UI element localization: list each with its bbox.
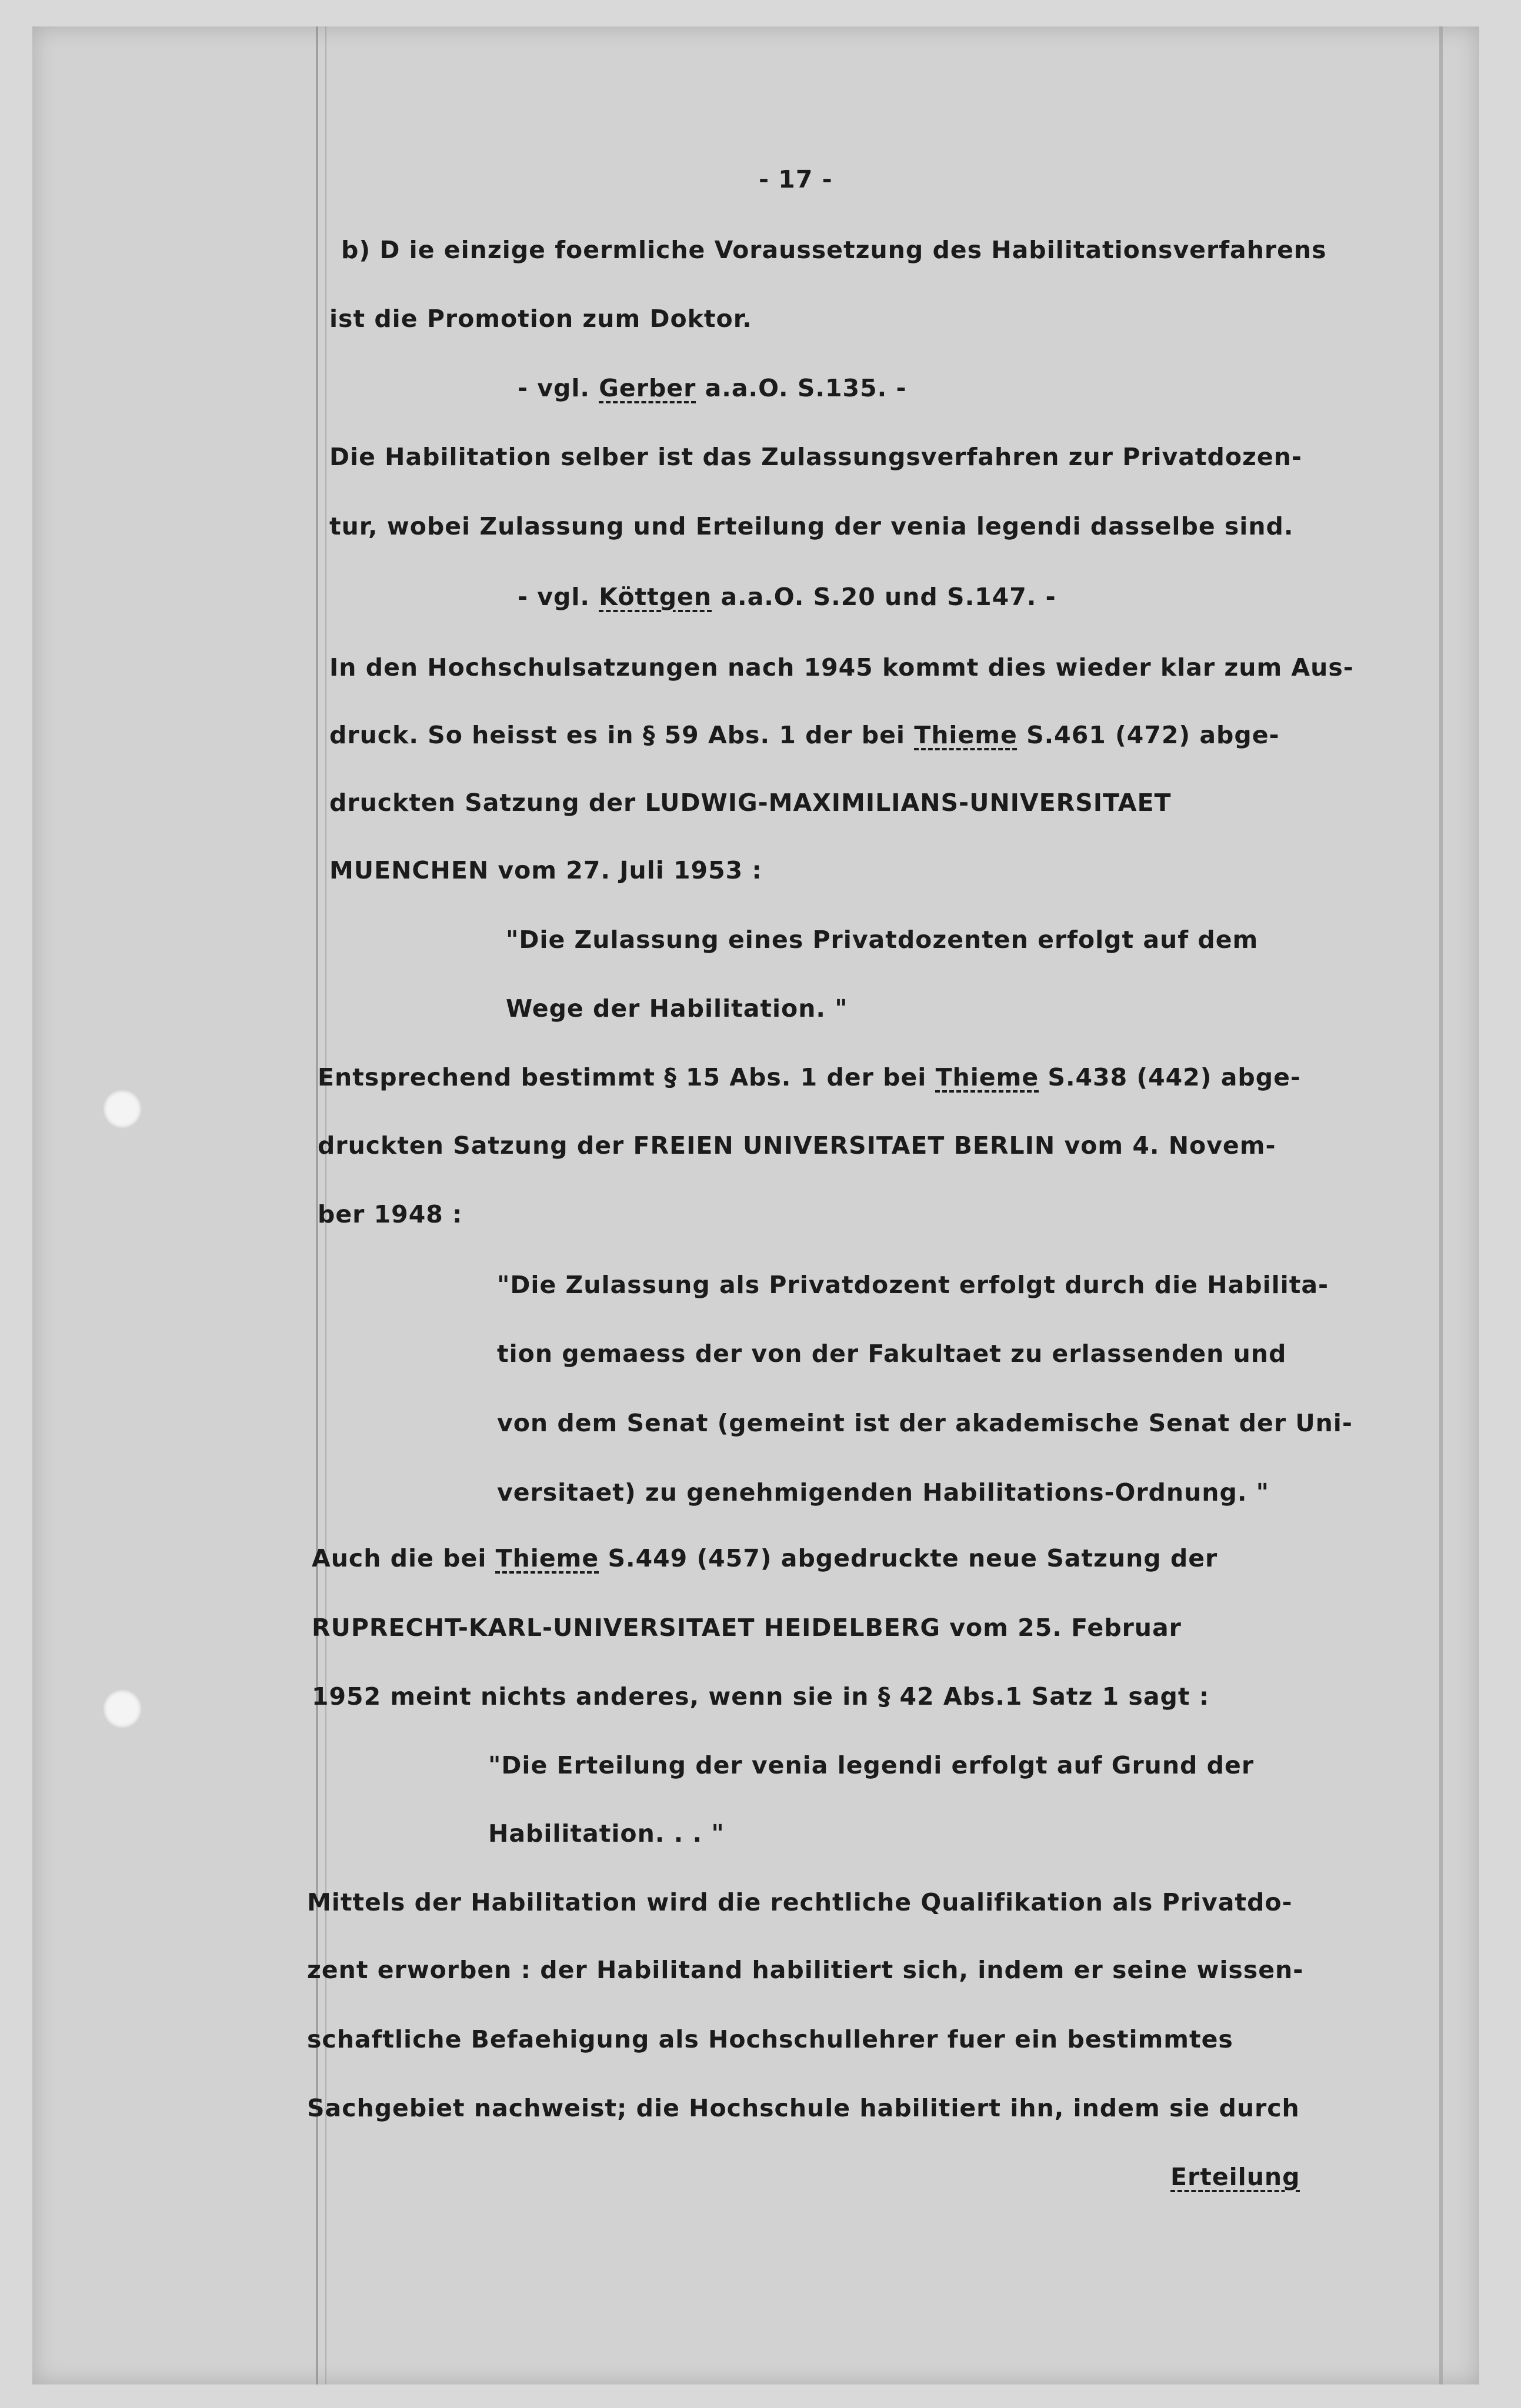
text-line: schaftliche Befaehigung als Hochschullehrer fuer ein bestimmtes bbox=[307, 2025, 1233, 2053]
cited-author: Thieme bbox=[935, 1063, 1039, 1091]
text-segment: S.461 (472) abge- bbox=[1017, 721, 1280, 749]
text-segment: S.449 (457) abgedruckte neue Satzung der bbox=[599, 1544, 1218, 1572]
right-page-edge bbox=[1439, 26, 1443, 2384]
quoted-line: versitaet) zu genehmigenden Habilitations-Ordnung. " bbox=[497, 1478, 1270, 1507]
text-line: In den Hochschulsatzungen nach 1945 kommt dies wieder klar zum Aus- bbox=[329, 653, 1354, 682]
text-segment: Auch die bei bbox=[312, 1544, 496, 1572]
catchword: Erteilung bbox=[1170, 2163, 1300, 2191]
quoted-line: Wege der Habilitation. " bbox=[506, 994, 848, 1023]
cited-author: Gerber bbox=[599, 374, 696, 402]
page-number: - 17 - bbox=[759, 165, 833, 193]
text-segment: druck. So heisst es in § 59 Abs. 1 der bei bbox=[329, 721, 915, 749]
text-line: ber 1948 : bbox=[318, 1200, 463, 1228]
citation-suffix: a.a.O. S.135. - bbox=[696, 374, 907, 402]
quoted-line: Habilitation. . . " bbox=[488, 1819, 725, 1848]
quoted-line: von dem Senat (gemeint ist der akademische Senat der Uni- bbox=[497, 1409, 1353, 1437]
citation-suffix: a.a.O. S.20 und S.147. - bbox=[712, 583, 1056, 611]
quoted-line: "Die Zulassung eines Privatdozenten erfolgt auf dem bbox=[506, 926, 1259, 954]
text-line: druckten Satzung der LUDWIG-MAXIMILIANS-UNIVERSITAET bbox=[329, 789, 1172, 817]
quoted-line: "Die Erteilung der venia legendi erfolgt auf Grund der bbox=[488, 1751, 1255, 1779]
cited-author: Thieme bbox=[914, 721, 1018, 749]
text-segment: Entsprechend bestimmt § 15 Abs. 1 der bei bbox=[318, 1063, 936, 1091]
text-line: MUENCHEN vom 27. Juli 1953 : bbox=[329, 856, 762, 884]
text-line: Mittels der Habilitation wird die rechtliche Qualifikation als Privatdo- bbox=[307, 1888, 1293, 1916]
text-line: RUPRECHT-KARL-UNIVERSITAET HEIDELBERG vom 25. Februar bbox=[312, 1614, 1182, 1642]
text-line bbox=[318, 1063, 1301, 1091]
cited-author: Köttgen bbox=[599, 583, 712, 611]
text-line: Die Habilitation selber ist das Zulassungsverfahren zur Privatdozen- bbox=[329, 443, 1302, 471]
punch-hole-upper bbox=[103, 1090, 142, 1128]
text-line: Sachgebiet nachweist; die Hochschule habilitiert ihn, indem sie durch bbox=[307, 2094, 1300, 2122]
text-line: 1952 meint nichts anderes, wenn sie in § 42 Abs.1 Satz 1 sagt : bbox=[312, 1682, 1210, 1711]
citation-prefix: - vgl. bbox=[518, 583, 599, 611]
text-segment: S.438 (442) abge- bbox=[1039, 1063, 1301, 1091]
citation-line bbox=[518, 585, 1056, 609]
punch-hole-lower bbox=[103, 1689, 142, 1728]
quoted-line: "Die Zulassung als Privatdozent erfolgt durch die Habilita- bbox=[497, 1271, 1329, 1299]
text-line: tur, wobei Zulassung und Erteilung der venia legendi dasselbe sind. bbox=[329, 512, 1294, 540]
text-line bbox=[329, 723, 1280, 747]
text-line bbox=[312, 1544, 1218, 1572]
text-line: zent erworben : der Habilitand habilitiert sich, indem er seine wissen- bbox=[307, 1956, 1304, 1984]
citation-line bbox=[518, 376, 906, 400]
text-line: ist die Promotion zum Doktor. bbox=[329, 305, 752, 333]
quoted-line: tion gemaess der von der Fakultaet zu erlassenden und bbox=[497, 1340, 1287, 1368]
text-line: b) D ie einzige foermliche Voraussetzung des Habilitationsverfahrens bbox=[341, 236, 1327, 264]
text-line: druckten Satzung der FREIEN UNIVERSITAET BERLIN vom 4. Novem- bbox=[318, 1131, 1276, 1160]
citation-prefix: - vgl. bbox=[518, 374, 599, 402]
cited-author: Thieme bbox=[495, 1544, 599, 1572]
